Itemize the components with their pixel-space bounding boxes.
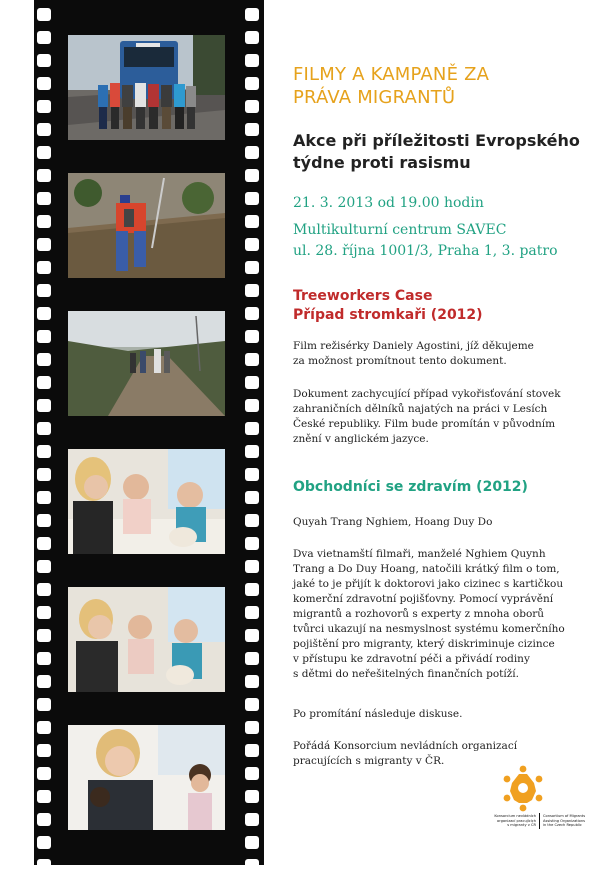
film-strip	[34, 0, 264, 865]
discussion-note: Po promítání následuje diskuse.	[293, 708, 463, 720]
logo-divider	[539, 813, 540, 829]
sprocket-hole	[37, 468, 51, 481]
film2-desc-line-8: v přístupu ke zdravotní péči a přivádí rodiny	[293, 653, 530, 665]
sprocket-hole	[245, 8, 259, 21]
sprocket-hole	[245, 192, 259, 205]
sprocket-hole	[37, 744, 51, 757]
film2-desc-line-6: tvůrci ukazují na nesmyslnost systému komerčního	[293, 623, 565, 635]
sprocket-hole	[245, 468, 259, 481]
subtitle-line-2: týdne proti rasismu	[293, 153, 471, 172]
sprocket-hole	[37, 652, 51, 665]
film2-desc-line-2: Trang a Do Duy Hoang, natočili krátký film o tom,	[293, 563, 560, 575]
sprocket-hole	[37, 813, 51, 826]
people-circle-logo-icon	[476, 762, 601, 817]
sprocket-hole	[37, 123, 51, 136]
sprocket-hole	[245, 560, 259, 573]
sprocket-hole	[37, 698, 51, 711]
page-title	[293, 63, 593, 109]
sprocket-hole	[245, 514, 259, 527]
sprocket-hole	[37, 422, 51, 435]
film2-desc-line-7: pojištění pro migranty, který diskriminuje cizince	[293, 638, 555, 650]
film2-title: Obchodníci se zdravím (2012)	[293, 479, 528, 495]
sprocket-hole	[37, 8, 51, 21]
sprocket-hole	[245, 859, 259, 872]
sprocket-hole	[245, 100, 259, 113]
film1-title-line-2: Případ stromkaři (2012)	[293, 307, 483, 323]
sprocket-hole	[37, 215, 51, 228]
photo-worker-forest	[68, 173, 225, 278]
sprocket-hole	[245, 215, 259, 228]
sprocket-hole	[245, 583, 259, 596]
sprocket-hole	[245, 146, 259, 159]
film1-desc-line-3: České republiky. Film bude promítán v původním	[293, 418, 556, 430]
film2-desc-line-9: s dětmi do neřešitelných finančních potíží.	[293, 668, 519, 680]
sprocket-hole	[245, 698, 259, 711]
sprocket-hole	[245, 261, 259, 274]
event-venue: Multikulturní centrum SAVEC	[293, 222, 507, 238]
sprocket-hole	[37, 100, 51, 113]
photo-mother-children	[68, 449, 225, 554]
organizer-line-1: Pořádá Konsorcium nevládních organizací	[293, 740, 518, 752]
sprocket-hole	[245, 445, 259, 458]
sprocket-hole	[245, 54, 259, 67]
sprocket-hole	[245, 652, 259, 665]
sprocket-hole	[37, 836, 51, 849]
sprocket-hole	[37, 560, 51, 573]
sprocket-hole	[245, 767, 259, 780]
film1-thanks-line-2: za možnost promítnout tento dokument.	[293, 355, 507, 367]
title-line-1: FILMY A KAMPANĚ ZA	[293, 64, 490, 85]
sprocket-hole	[245, 606, 259, 619]
sprocket-hole	[245, 721, 259, 734]
logo-cz-line-3: s migranty v ČR	[507, 823, 536, 828]
event-datetime: 21. 3. 2013 od 19.00 hodin	[293, 195, 484, 211]
sprocket-hole	[245, 744, 259, 757]
film2-desc-line-1: Dva vietnamští filmaři, manželé Nghiem Quynh	[293, 548, 546, 560]
sprocket-hole	[37, 284, 51, 297]
sprocket-hole	[37, 261, 51, 274]
sprocket-holes-right	[245, 0, 261, 865]
film2-desc-line-5: migrantů a rozhovorů s experty z mnoha oborů	[293, 608, 545, 620]
sprocket-hole	[245, 307, 259, 320]
sprocket-hole	[245, 491, 259, 504]
sprocket-hole	[37, 77, 51, 90]
film1-desc-line-2: zahraničních dělníků najatých na práci v Lesích	[293, 403, 548, 415]
sprocket-hole	[245, 376, 259, 389]
sprocket-holes-left	[37, 0, 53, 865]
photo-path-walkers	[68, 311, 225, 416]
sprocket-hole	[37, 146, 51, 159]
sprocket-hole	[37, 307, 51, 320]
subtitle-line-1: Akce při příležitosti Evropského	[293, 131, 580, 150]
sprocket-hole	[245, 284, 259, 297]
sprocket-hole	[245, 353, 259, 366]
sprocket-hole	[37, 169, 51, 182]
sprocket-hole	[37, 54, 51, 67]
title-line-2: PRÁVA MIGRANTŮ	[293, 87, 456, 108]
logo-text-en	[543, 814, 601, 828]
sprocket-hole	[245, 31, 259, 44]
sprocket-hole	[37, 606, 51, 619]
film1-desc-line-1: Dokument zachycující případ vykořisťování stovek	[293, 388, 561, 400]
logo-text-cz	[476, 814, 536, 828]
sprocket-hole	[245, 77, 259, 90]
film2-desc-line-4: komerční zdravotní pojišťovny. Pomocí vyprávění	[293, 593, 554, 605]
sprocket-hole	[37, 376, 51, 389]
sprocket-hole	[37, 399, 51, 412]
sprocket-hole	[37, 721, 51, 734]
logo-en-line-3: in the Czech Republic	[543, 823, 582, 828]
sprocket-hole	[245, 399, 259, 412]
sprocket-hole	[37, 192, 51, 205]
sprocket-hole	[37, 514, 51, 527]
logo-en-line-1: Consortium of Migrants	[543, 814, 586, 818]
logo-cz-line-2: organizací pracujících	[496, 818, 536, 823]
film1-description	[293, 387, 578, 447]
photo-mother-children-2	[68, 587, 225, 692]
sprocket-hole	[245, 238, 259, 251]
sprocket-hole	[245, 813, 259, 826]
sprocket-hole	[37, 330, 51, 343]
organizer-line-2: pracujících s migranty v ČR.	[293, 755, 445, 767]
sprocket-hole	[245, 123, 259, 136]
subtitle	[293, 130, 593, 174]
sprocket-hole	[37, 790, 51, 803]
photo-mother-child-closeup	[68, 725, 225, 830]
sprocket-hole	[245, 675, 259, 688]
event-address: ul. 28. října 1001/3, Praha 1, 3. patro	[293, 243, 558, 259]
sprocket-hole	[37, 238, 51, 251]
sprocket-hole	[245, 836, 259, 849]
sprocket-hole	[245, 629, 259, 642]
consortium-logo	[476, 762, 601, 857]
sprocket-hole	[37, 31, 51, 44]
sprocket-hole	[245, 790, 259, 803]
film2-desc-line-3: jaké to je přijít k doktorovi jako cizinec s kartičkou	[293, 578, 564, 590]
film1-desc-line-4: znění v anglickém jazyce.	[293, 433, 429, 445]
sprocket-hole	[245, 422, 259, 435]
sprocket-hole	[37, 675, 51, 688]
sprocket-hole	[37, 445, 51, 458]
film1-thanks-line-1: Film režisérky Daniely Agostini, jíž děkujeme	[293, 340, 534, 352]
film2-description	[293, 547, 578, 682]
sprocket-hole	[37, 767, 51, 780]
sprocket-hole	[37, 859, 51, 872]
film2-authors: Quyah Trang Nghiem, Hoang Duy Do	[293, 516, 493, 528]
sprocket-hole	[245, 330, 259, 343]
logo-cz-line-1: Konsorcium nevládních	[494, 814, 536, 818]
sprocket-hole	[245, 537, 259, 550]
sprocket-hole	[37, 353, 51, 366]
film1-title-line-1: Treeworkers Case	[293, 288, 433, 304]
sprocket-hole	[245, 169, 259, 182]
film1-title	[293, 287, 593, 325]
logo-en-line-2: Assisting Organizations	[543, 818, 586, 823]
film1-thanks	[293, 339, 578, 369]
sprocket-hole	[37, 629, 51, 642]
sprocket-hole	[37, 537, 51, 550]
photo-people-pushing-bus	[68, 35, 225, 140]
sprocket-hole	[37, 583, 51, 596]
sprocket-hole	[37, 491, 51, 504]
